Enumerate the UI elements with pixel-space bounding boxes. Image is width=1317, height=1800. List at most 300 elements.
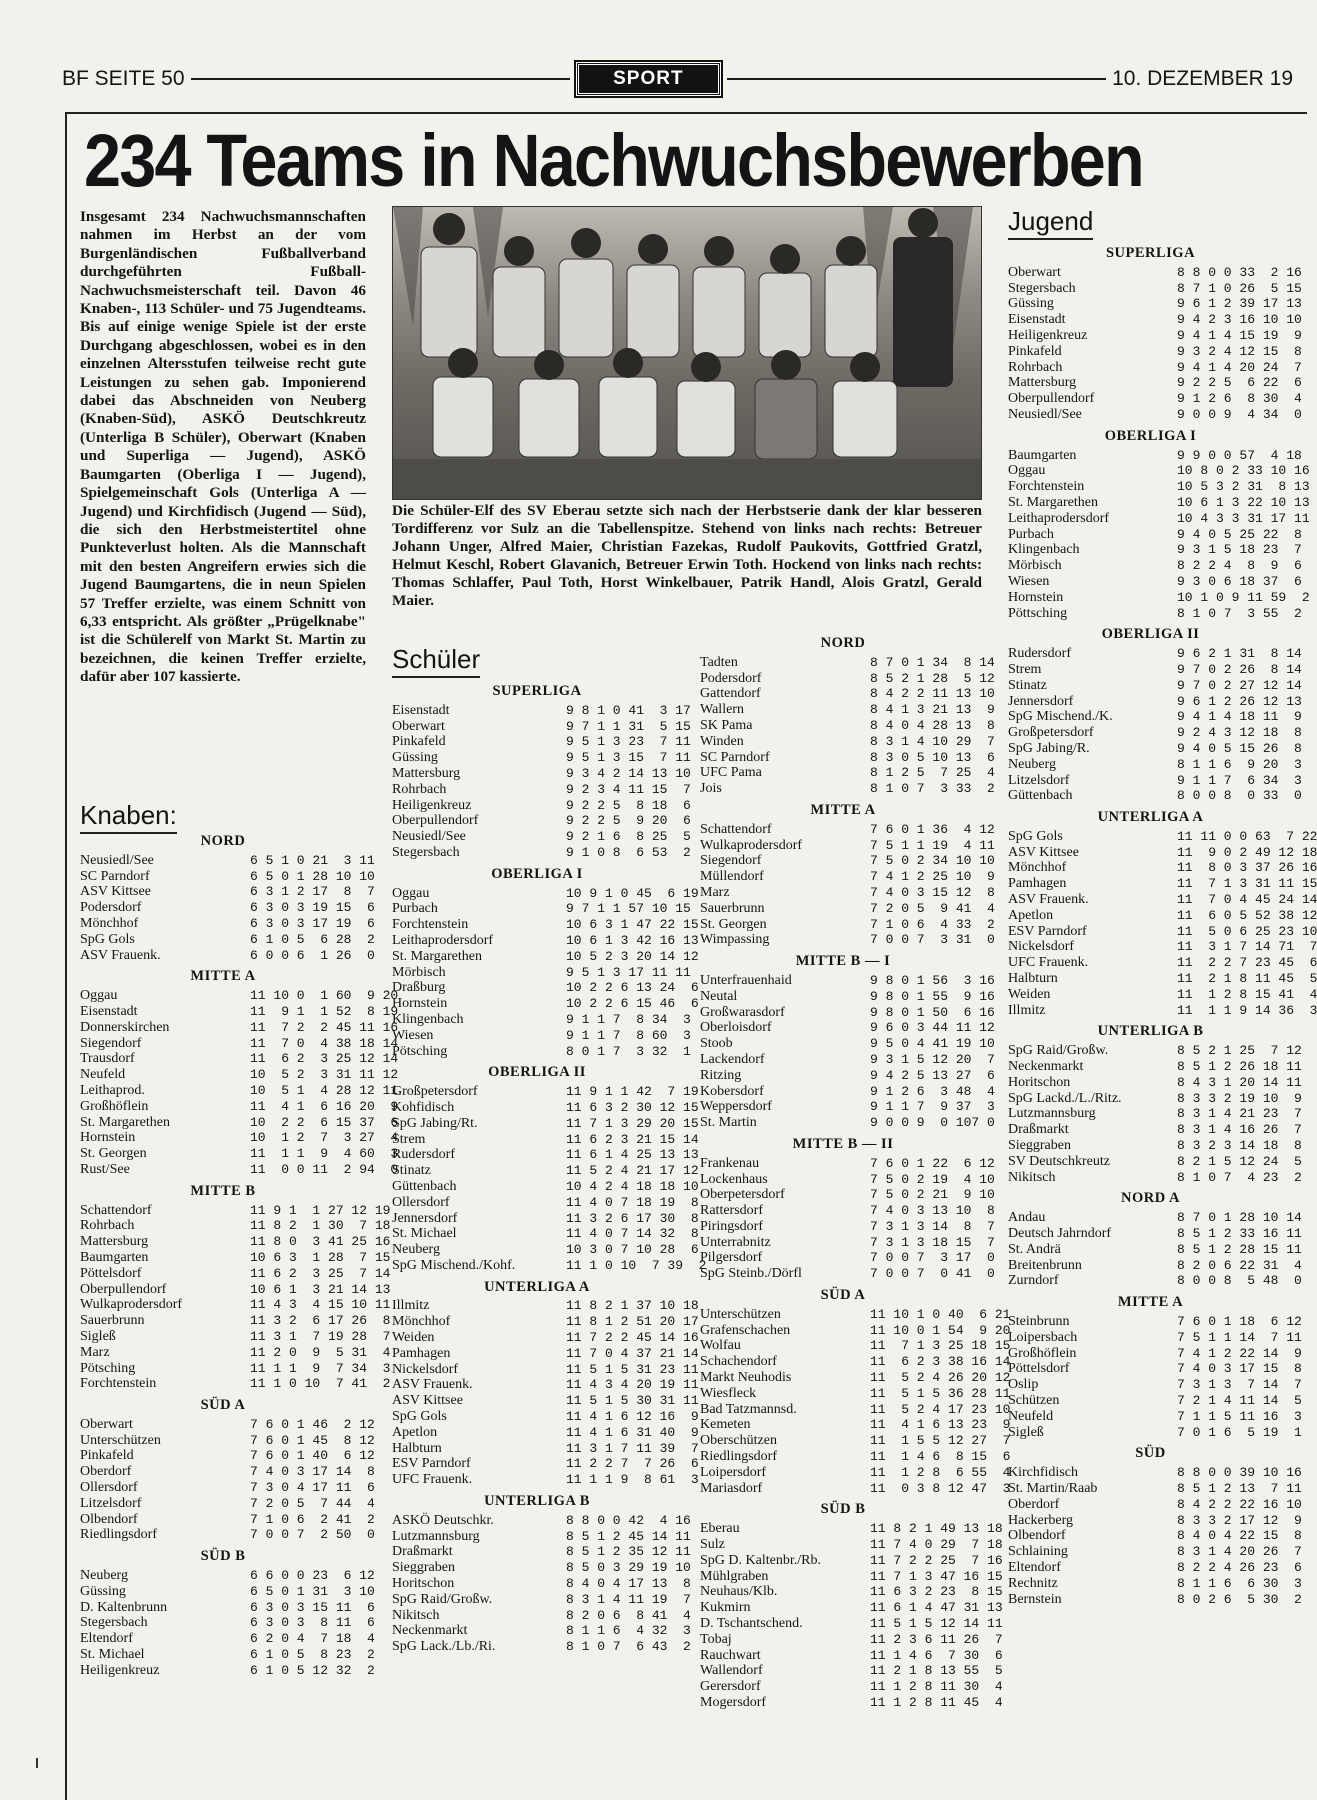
team-name: SC Parndorf xyxy=(700,749,770,765)
team-name: Pötsching xyxy=(80,1360,136,1376)
team-name: SC Parndorf xyxy=(80,868,150,884)
table-title: NORD xyxy=(820,635,866,651)
table-row xyxy=(1008,1377,1302,1393)
team-name: Mattersburg xyxy=(392,765,461,781)
table-title: OBERLIGA I xyxy=(491,865,583,882)
team-stats: 9 2 2 5 9 20 6 xyxy=(566,813,691,829)
table-row xyxy=(80,947,375,964)
table-row xyxy=(1008,1424,1302,1441)
team-stats: 11 2 2 7 23 45 6 xyxy=(1177,955,1317,971)
team-name: Nikitsch xyxy=(1008,1169,1056,1185)
team-name: Sieggraben xyxy=(1008,1138,1071,1154)
team-stats: 11 1 1 9 8 61 3 xyxy=(566,1472,699,1488)
team-stats: 8 2 0 6 8 41 4 xyxy=(566,1607,691,1623)
table-row xyxy=(700,1600,1003,1616)
table-row xyxy=(80,1202,391,1219)
table-row xyxy=(392,1424,699,1441)
team-name: Neufeld xyxy=(80,1067,126,1083)
team-name: Wolfau xyxy=(700,1338,741,1354)
team-stats: 8 4 2 2 22 16 10 xyxy=(1177,1496,1302,1512)
team-stats: 9 4 1 4 18 11 9 xyxy=(1177,709,1302,725)
team-stats: 7 6 0 1 18 6 12 xyxy=(1177,1314,1302,1329)
team-name: Weppersdorf xyxy=(700,1099,772,1115)
team-name: Oslip xyxy=(1008,1377,1039,1393)
team-stats: 9 4 0 5 15 26 8 xyxy=(1177,740,1302,756)
table-title: UNTERLIGA A xyxy=(1097,809,1204,826)
table-row xyxy=(700,1067,995,1084)
table-row xyxy=(700,1083,995,1100)
team-name: Frankenau xyxy=(700,1155,760,1171)
team-name: ASV Kittsee xyxy=(80,884,151,900)
table-row xyxy=(392,797,691,814)
table-row xyxy=(392,1576,691,1592)
team-name: UFC Pama xyxy=(700,765,762,781)
team-stats: 11 8 0 3 37 26 16 xyxy=(1177,860,1317,876)
team-stats: 11 1 0 10 7 41 2 xyxy=(250,1376,391,1392)
table-row xyxy=(1008,661,1302,678)
team-name: Heiligenkreuz xyxy=(1008,327,1088,343)
table-row xyxy=(392,948,699,965)
table-row xyxy=(1008,312,1302,328)
team-name: Marz xyxy=(80,1344,110,1360)
team-name: Schattendorf xyxy=(80,1202,152,1218)
team-name: Sigleß xyxy=(1008,1424,1044,1440)
team-stats: 9 2 2 5 6 22 6 xyxy=(1177,375,1302,391)
team-name: Oberpullendorf xyxy=(1008,391,1095,407)
team-stats: 9 7 0 2 27 12 14 xyxy=(1177,677,1302,693)
team-name: Olbendorf xyxy=(1008,1528,1066,1544)
table-row xyxy=(1008,1257,1302,1274)
table-row xyxy=(1008,923,1317,940)
team-name: Litzelsdorf xyxy=(1008,772,1070,788)
team-name: Oberpetersdorf xyxy=(700,1187,785,1203)
team-stats: 11 5 1 5 31 23 11 xyxy=(566,1361,699,1377)
team-stats: 9 3 1 5 18 23 7 xyxy=(1177,542,1302,558)
team-stats: 11 6 2 3 38 16 14 xyxy=(870,1354,1011,1370)
team-stats: 11 3 1 7 14 71 7 xyxy=(1177,939,1317,955)
section-heading-jugend: Jugend xyxy=(1008,206,1093,240)
team-stats: 8 2 1 5 12 24 5 xyxy=(1177,1153,1302,1169)
team-name: Pöttsching xyxy=(1008,605,1068,621)
table-row xyxy=(80,1583,375,1600)
team-stats: 8 2 2 4 26 23 6 xyxy=(1177,1559,1302,1575)
table-row xyxy=(700,1115,995,1131)
team-name: Draßburg xyxy=(392,980,446,996)
table-row xyxy=(1008,1043,1302,1059)
table-row xyxy=(392,702,691,719)
team-name: Schachendorf xyxy=(700,1354,777,1370)
table-row xyxy=(392,885,699,902)
table-row xyxy=(1008,573,1302,590)
team-name: Breitenbrunn xyxy=(1008,1257,1082,1273)
team-name: Winden xyxy=(700,733,744,749)
team-name: Olbendorf xyxy=(80,1511,138,1527)
team-name: ESV Parndorf xyxy=(392,1456,471,1472)
team-stats: 10 5 3 2 31 8 13 xyxy=(1177,479,1310,495)
team-stats: 7 2 0 5 9 41 4 xyxy=(870,900,995,916)
team-name: St. Margarethen xyxy=(392,948,482,964)
team-name: Deutsch Jahrndorf xyxy=(1008,1226,1112,1242)
section-heading-schueler: Schüler xyxy=(392,644,480,678)
team-name: Wulkaprodersdorf xyxy=(80,1297,183,1313)
team-name: Gattendorf xyxy=(700,686,761,702)
team-stats: 8 4 0 4 28 13 8 xyxy=(870,717,995,733)
table-title: SÜD B xyxy=(200,1548,246,1565)
table-row xyxy=(392,1210,699,1227)
table-row xyxy=(80,1249,391,1266)
table-row xyxy=(700,988,995,1005)
team-name: Oggau xyxy=(80,988,118,1004)
team-name: Oggau xyxy=(1008,463,1046,479)
team-name: Schützen xyxy=(1008,1392,1060,1408)
table-row xyxy=(1008,646,1302,662)
team-name: Pöttelsdorf xyxy=(80,1265,142,1281)
table-row xyxy=(700,717,995,734)
team-name: Stegersbach xyxy=(392,844,460,860)
team-name: Pilgersdorf xyxy=(700,1250,763,1266)
table-row xyxy=(392,1472,699,1488)
team-stats: 9 9 0 0 57 4 18 xyxy=(1177,447,1302,463)
team-name: SpG Steinb./Dörfl xyxy=(700,1266,802,1282)
team-stats: 11 9 0 2 49 12 18 xyxy=(1177,844,1317,860)
team-stats: 11 1 2 8 11 30 4 xyxy=(870,1679,1003,1695)
team-stats: 11 3 1 7 19 28 7 xyxy=(250,1328,391,1344)
team-name: Tobaj xyxy=(700,1631,732,1647)
table-row xyxy=(700,1679,1003,1695)
table-row xyxy=(700,702,995,718)
table-row xyxy=(700,1036,995,1052)
team-stats: 11 10 1 0 40 6 21 xyxy=(870,1306,1011,1322)
table-row xyxy=(80,1360,391,1377)
team-stats: 10 6 3 1 28 7 15 xyxy=(250,1249,391,1265)
team-stats: 9 6 1 2 39 17 13 xyxy=(1177,296,1302,312)
table-row xyxy=(392,734,691,750)
team-stats: 8 5 2 1 28 5 12 xyxy=(870,670,995,686)
team-stats: 6 1 0 5 6 28 2 xyxy=(250,931,375,947)
table-row xyxy=(80,1464,375,1480)
team-stats: 11 2 3 6 11 26 7 xyxy=(870,1631,1003,1647)
team-stats: 9 4 0 5 25 22 8 xyxy=(1177,526,1302,542)
team-stats: 8 1 1 6 9 20 3 xyxy=(1177,756,1302,772)
team-name: Illmitz xyxy=(1008,1002,1046,1018)
team-stats: 6 3 0 3 8 11 6 xyxy=(250,1615,375,1631)
team-name: Neuberg xyxy=(392,1242,440,1258)
team-stats: 6 0 0 6 1 26 0 xyxy=(250,947,375,963)
team-name: Güssing xyxy=(80,1583,126,1599)
team-name: Eberau xyxy=(700,1521,740,1537)
table-row xyxy=(1008,971,1317,987)
table-row xyxy=(700,821,995,838)
table-row xyxy=(1008,939,1317,955)
team-stats: 11 8 2 1 37 10 18 xyxy=(566,1298,699,1314)
table-row xyxy=(1008,1273,1302,1289)
team-stats: 11 6 1 4 25 13 13 xyxy=(566,1147,699,1163)
team-stats: 11 10 0 1 60 9 20 xyxy=(250,988,399,1004)
team-stats: 11 8 0 3 41 25 16 xyxy=(250,1234,391,1250)
table-row xyxy=(392,1242,699,1258)
team-name: Oberschützen xyxy=(700,1433,777,1449)
team-name: Leithaprod. xyxy=(80,1082,145,1098)
table-row xyxy=(1008,558,1302,574)
table-row xyxy=(392,917,699,933)
team-name: Rohrbach xyxy=(80,1218,135,1234)
team-name: Markt Neuhodis xyxy=(700,1370,792,1386)
table-row xyxy=(80,1480,375,1496)
team-stats: 11 6 1 4 47 31 13 xyxy=(870,1600,1003,1616)
team-stats: 11 5 2 4 26 20 12 xyxy=(870,1370,1011,1386)
table-row xyxy=(1008,1559,1302,1576)
team-name: Oberloisdorf xyxy=(700,1020,772,1036)
table-row xyxy=(392,1298,699,1314)
team-stats: 7 4 1 2 22 14 9 xyxy=(1177,1345,1302,1361)
team-stats: 8 5 1 2 26 18 11 xyxy=(1177,1059,1302,1075)
team-stats: 7 4 0 3 15 12 8 xyxy=(870,884,995,900)
team-stats: 10 2 2 6 15 46 6 xyxy=(566,996,699,1012)
team-stats: 9 7 0 2 26 8 14 xyxy=(1177,661,1302,677)
team-stats: 8 2 0 6 22 31 4 xyxy=(1177,1257,1302,1273)
team-stats: 9 8 0 1 55 9 16 xyxy=(870,988,995,1004)
team-stats: 9 6 2 1 31 8 14 xyxy=(1177,646,1302,662)
team-stats: 9 4 2 3 16 10 10 xyxy=(1177,312,1302,328)
table-title: MITTE A xyxy=(810,801,876,818)
team-name: Großwarasdorf xyxy=(700,1004,785,1020)
team-name: Hornstein xyxy=(1008,589,1064,605)
team-stats: 8 8 0 0 33 2 16 xyxy=(1177,264,1302,280)
team-name: Podersdorf xyxy=(80,900,142,916)
team-stats: 7 3 1 3 7 14 7 xyxy=(1177,1377,1302,1393)
table-title: OBERLIGA II xyxy=(1101,626,1200,643)
table-row xyxy=(392,1560,691,1576)
team-name: Siegendorf xyxy=(700,853,762,869)
issue-date: 10. DEZEMBER 19 xyxy=(1112,67,1293,90)
team-stats: 11 8 1 2 51 20 17 xyxy=(566,1314,699,1330)
table-row xyxy=(1008,1153,1302,1170)
team-stats: 6 3 0 3 19 15 6 xyxy=(250,900,375,916)
team-stats: 8 0 0 8 0 33 0 xyxy=(1177,788,1302,804)
team-stats: 9 8 1 0 41 3 17 xyxy=(566,702,691,718)
table-row xyxy=(700,932,995,948)
headline: 234 Teams in Nachwuchsbewerben xyxy=(84,119,1143,202)
team-name: Draßmarkt xyxy=(392,1544,453,1560)
table-row xyxy=(1008,1122,1302,1138)
team-stats: 9 0 0 9 4 34 0 xyxy=(1177,406,1302,422)
team-stats: 9 7 1 1 31 5 15 xyxy=(566,718,691,734)
team-name: Lutzmannsburg xyxy=(1008,1106,1096,1122)
team-name: Mariasdorf xyxy=(700,1480,763,1496)
team-name: Hornstein xyxy=(80,1130,136,1146)
team-stats: 11 7 1 3 29 20 15 xyxy=(566,1115,699,1131)
team-stats: 11 7 4 0 29 7 18 xyxy=(870,1537,1003,1553)
team-name: Unterrabnitz xyxy=(700,1234,771,1250)
table-row xyxy=(392,718,691,735)
team-stats: 11 6 2 3 25 7 14 xyxy=(250,1265,391,1281)
table-row xyxy=(1008,1544,1302,1560)
table-row xyxy=(700,1234,995,1251)
team-name: Mörbisch xyxy=(392,964,446,980)
team-name: Klingenbach xyxy=(1008,542,1080,558)
team-name: Großpetersdorf xyxy=(1008,725,1094,741)
table-row xyxy=(1008,1210,1302,1226)
team-name: Rechnitz xyxy=(1008,1575,1058,1591)
team-name: Kemeten xyxy=(700,1417,751,1433)
team-name: Oberdorf xyxy=(1008,1496,1060,1512)
team-name: Forchtenstein xyxy=(392,917,469,933)
table-row xyxy=(700,916,995,933)
team-stats: 8 3 0 5 10 13 6 xyxy=(870,749,995,765)
table-row xyxy=(392,1226,699,1242)
table-row xyxy=(80,1067,399,1083)
table-row xyxy=(80,1234,391,1250)
table-row xyxy=(392,1639,691,1655)
team-stats: 10 1 0 9 11 59 2 xyxy=(1177,589,1310,605)
team-name: Forchtenstein xyxy=(80,1376,157,1392)
team-name: Apetlon xyxy=(392,1424,438,1440)
team-name: Jois xyxy=(700,781,722,797)
team-name: Podersdorf xyxy=(700,670,762,686)
team-name: St. Andrä xyxy=(1008,1241,1061,1257)
team-name: Bad Tatzmannsd. xyxy=(700,1401,797,1417)
team-name: Neusiedl/See xyxy=(392,829,466,845)
team-stats: 10 6 1 3 21 14 13 xyxy=(250,1281,391,1297)
team-stats: 10 6 1 3 22 10 13 xyxy=(1177,494,1310,510)
team-name: Wiesen xyxy=(1008,573,1050,589)
table-row xyxy=(80,1130,399,1146)
team-name: SpG Mischend./K. xyxy=(1008,709,1113,725)
team-name: Grafenschachen xyxy=(700,1322,791,1338)
team-name: Neckenmarkt xyxy=(1008,1059,1084,1075)
table-row xyxy=(80,915,375,932)
team-name: Rudersdorf xyxy=(1008,646,1071,662)
table-row xyxy=(80,1599,375,1616)
team-name: Kohfidisch xyxy=(392,1099,455,1115)
table-row xyxy=(1008,1465,1302,1481)
table-row xyxy=(700,654,995,671)
team-name: Güssing xyxy=(1008,296,1054,312)
table-row xyxy=(392,1131,699,1148)
team-name: Stegersbach xyxy=(80,1615,148,1631)
table-row xyxy=(392,781,691,798)
table-row xyxy=(1008,526,1302,543)
team-stats: 7 6 0 1 45 8 12 xyxy=(250,1432,375,1448)
team-stats: 6 2 0 4 7 18 4 xyxy=(250,1631,375,1647)
team-name: Güttenbach xyxy=(1008,788,1073,804)
table-row xyxy=(80,1631,375,1647)
team-name: Riedlingsdorf xyxy=(80,1527,157,1543)
table-row xyxy=(80,1432,375,1449)
team-name: Sigleß xyxy=(80,1328,116,1344)
table-row xyxy=(700,972,995,989)
table-row xyxy=(1008,844,1317,861)
team-name: Piringsdorf xyxy=(700,1218,763,1234)
team-stats: 8 3 1 4 11 19 7 xyxy=(566,1591,691,1607)
table-row xyxy=(392,1393,699,1409)
team-name: Horitschon xyxy=(392,1576,455,1592)
table-row xyxy=(1008,343,1302,360)
table-row xyxy=(1008,510,1310,527)
team-stats: 9 4 1 4 20 24 7 xyxy=(1177,359,1302,375)
table-row xyxy=(392,1623,691,1639)
team-name: SV Deutschkreutz xyxy=(1008,1153,1110,1169)
intro-text: Insgesamt 234 Nachwuchsmannschaften nahmen im Herbst an der vom Burgenländischen Fußballverband durchgeführten Fußball-Nachwuchsmeisterschaft teil. Davon 46 Knaben-, 113 Schüler- und 75 Jugendteams. Bis auf einige wenige Spiele ist der erste Durchgang abgeschlossen, wobei es in den einzelnen Altersstufen teilweise recht gute Leistungen zu sehen gab. Imponierend dabei das Abschneiden von Neuberg (Knaben-Süd), ASKÖ Deutschkreutz (Unterliga B Schüler), Oberwart (Knaben und Superliga — Jugend), ASKÖ Baumgarten (Oberliga I — Jugend), Spielgemeinschaft Gols (Unterliga A — Jugend) und Kirchfidisch (Jugend — Süd), die sich den Herbstmeistertitel ohne Punkteverlust holten. Als die Mannschaft mit den besten Angreifern erwies sich die Jugend Baumgartens, die in neun Spielen 57 Treffer erzielte, was einem Schnitt von 6,33 entspricht. Als größter „Prügelknabe" ist die Schülerelf von Markt St. Martin zu bezeichnen, die keinen Treffer erzielte, dafür aber 107 kassierte. xyxy=(80,208,366,686)
team-name: ESV Parndorf xyxy=(1008,923,1087,939)
team-name: Purbach xyxy=(1008,526,1054,542)
table-row xyxy=(392,765,691,782)
team-stats: 7 6 0 1 22 6 12 xyxy=(870,1155,995,1171)
table-row xyxy=(1008,756,1302,773)
team-stats: 7 5 0 2 34 10 10 xyxy=(870,853,995,869)
table-row xyxy=(1008,1408,1302,1425)
team-stats: 7 1 0 6 4 33 2 xyxy=(870,916,995,932)
team-stats: 8 3 3 2 19 10 9 xyxy=(1177,1090,1302,1106)
team-name: Eltendorf xyxy=(80,1631,133,1647)
table-row xyxy=(1008,1480,1302,1497)
table-row xyxy=(1008,479,1310,495)
table-title: MITTE B xyxy=(190,1182,256,1199)
table-row xyxy=(1008,589,1310,606)
table-title: SÜD xyxy=(1135,1445,1166,1462)
team-stats: 10 4 2 4 18 18 10 xyxy=(566,1178,699,1194)
team-name: Wimpassing xyxy=(700,932,770,948)
team-stats: 8 5 1 2 28 15 11 xyxy=(1177,1241,1302,1257)
table-row xyxy=(80,1146,399,1162)
team-stats: 6 3 0 3 17 19 6 xyxy=(250,915,375,931)
table-row xyxy=(80,1448,375,1464)
table-row xyxy=(700,1051,995,1068)
table-row xyxy=(392,1440,699,1457)
team-name: Mörbisch xyxy=(1008,558,1062,574)
team-name: Wiesfleck xyxy=(700,1385,757,1401)
knaben-tables xyxy=(80,828,399,1679)
team-name: Neutal xyxy=(700,988,738,1004)
table-row xyxy=(80,1098,399,1115)
table-row xyxy=(1008,327,1302,344)
table-row xyxy=(80,988,399,1004)
table-row xyxy=(700,1480,1011,1497)
table-row xyxy=(1008,280,1302,297)
team-name: Rohrbach xyxy=(1008,359,1063,375)
team-stats: 10 2 2 6 13 24 6 xyxy=(566,980,699,996)
team-name: St. Georgen xyxy=(700,916,767,932)
table-row xyxy=(1008,725,1302,741)
team-stats: 7 3 0 4 17 11 6 xyxy=(250,1480,375,1496)
team-name: D. Tschantschend. xyxy=(700,1616,803,1632)
team-stats: 9 4 2 5 13 27 6 xyxy=(870,1067,995,1083)
table-row xyxy=(1008,1090,1302,1107)
team-stats: 6 1 0 5 8 23 2 xyxy=(250,1647,375,1663)
team-stats: 8 5 1 2 33 16 11 xyxy=(1177,1226,1302,1242)
table-row xyxy=(80,1114,399,1131)
team-name: Riedlingsdorf xyxy=(700,1449,777,1465)
team-name: Rohrbach xyxy=(392,781,447,797)
table-title: SUPERLIGA xyxy=(1105,245,1196,261)
team-stats: 8 8 0 0 39 10 16 xyxy=(1177,1465,1302,1481)
table-row xyxy=(80,1265,391,1282)
table-row xyxy=(700,1647,1003,1664)
team-name: Bernstein xyxy=(1008,1591,1062,1607)
team-stats: 9 8 0 1 50 6 16 xyxy=(870,1004,995,1020)
table-row xyxy=(80,868,375,885)
jugend-tables xyxy=(1008,240,1317,1607)
team-stats: 6 5 0 1 31 3 10 xyxy=(250,1583,375,1599)
team-stats: 7 0 0 7 3 31 0 xyxy=(870,932,995,948)
team-name: Rattersdorf xyxy=(700,1203,763,1219)
team-stats: 7 4 1 2 25 10 9 xyxy=(870,869,995,885)
team-stats: 7 6 0 1 46 2 12 xyxy=(250,1416,375,1432)
team-name: Strem xyxy=(1008,661,1042,677)
table-row xyxy=(392,1591,691,1608)
team-stats: 8 1 0 7 6 43 2 xyxy=(566,1639,691,1655)
team-name: ASKÖ Deutschkr. xyxy=(392,1512,494,1528)
